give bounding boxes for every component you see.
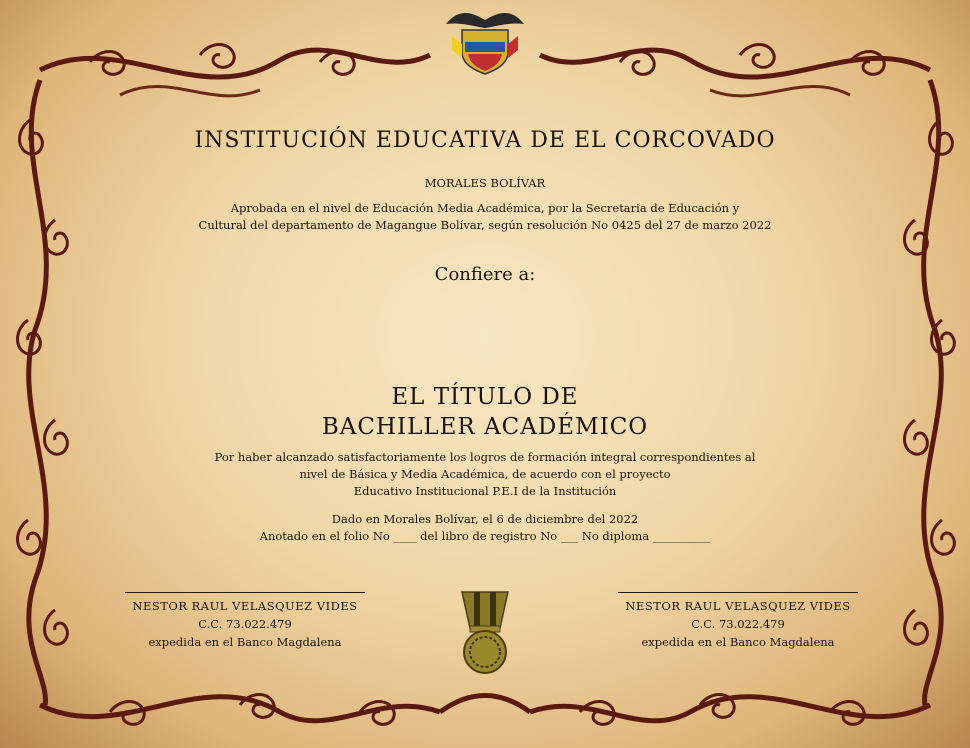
signer-id-issued: expedida en el Banco Magdalena <box>148 635 342 649</box>
signer-name: NESTOR RAUL VELASQUEZ VIDES <box>625 599 851 613</box>
approval-line-2: Cultural del departamento de Magangue Bolívar, según resolución No 0425 del 27 de marzo 2022 <box>198 218 772 232</box>
signer-id: C.C. 73.022.479 <box>691 617 785 631</box>
signature-line <box>618 592 858 593</box>
bottom-ornament <box>40 695 930 725</box>
degree-title-line-2: BACHILLER ACADÉMICO <box>321 414 649 440</box>
institution-name: INSTITUCIÓN EDUCATIVA DE EL CORCOVADO <box>194 128 776 153</box>
achievement-line-1: Por haber alcanzado satisfactoriamente los logros de formación integral correspondientes al <box>214 450 756 464</box>
colombia-coat-of-arms-icon <box>446 13 524 74</box>
medal-icon <box>462 592 508 673</box>
location-label: MORALES BOLÍVAR <box>424 176 546 190</box>
degree-title-line-1: EL TÍTULO DE <box>391 384 579 410</box>
signer-id-issued: expedida en el Banco Magdalena <box>641 635 835 649</box>
signature-block-left <box>115 592 375 651</box>
achievement-line-3: Educativo Institucional P.E.I de la Institución <box>353 484 617 498</box>
signature-block-right <box>608 592 868 651</box>
signer-id: C.C. 73.022.479 <box>198 617 292 631</box>
registry-annotation: Anotado en el folio No ____ del libro de registro No ___ No diploma __________ <box>259 529 711 543</box>
approval-text <box>0 200 970 234</box>
achievement-text <box>0 449 970 500</box>
issue-details <box>0 511 970 545</box>
achievement-line-2: nivel de Básica y Media Académica, de acuerdo con el proyecto <box>299 467 671 481</box>
confiere-label: Confiere a: <box>434 264 536 285</box>
signature-line <box>125 592 365 593</box>
approval-line-1: Aprobada en el nivel de Educación Media Académica, por la Secretaria de Educación y <box>230 201 740 215</box>
signer-name: NESTOR RAUL VELASQUEZ VIDES <box>132 599 358 613</box>
issue-date: Dado en Morales Bolívar, el 6 de diciembre del 2022 <box>331 512 639 526</box>
